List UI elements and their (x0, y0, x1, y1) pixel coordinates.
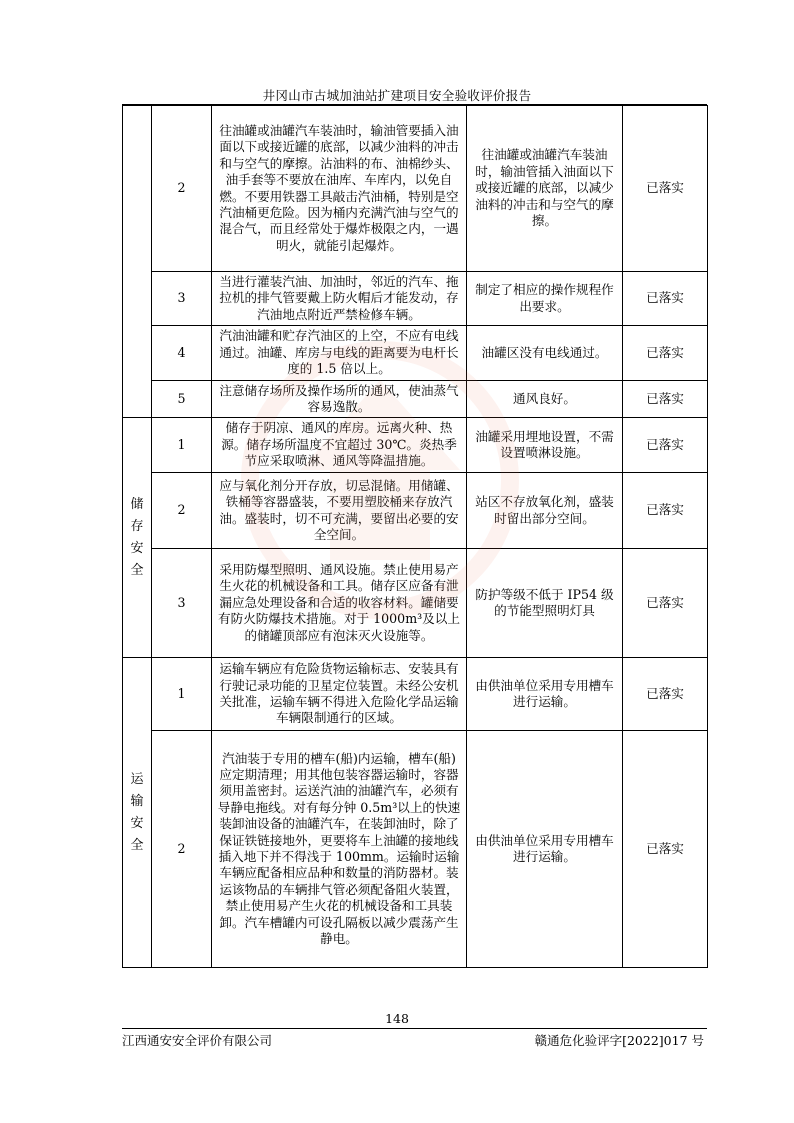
table-row (123, 418, 708, 473)
row-number: 5 (152, 381, 212, 418)
implementation-cell: 防护等级不低于 IP54 级的节能型照明灯具 (467, 549, 623, 658)
implementation-cell: 由供油单位采用专用槽车进行运输。 (467, 658, 623, 731)
status-cell: 已落实 (623, 549, 708, 658)
page-header-title: 井冈山市古城加油站扩建项目安全验收评价报告 (262, 88, 532, 103)
category-cell (123, 106, 152, 418)
implementation-cell: 通风良好。 (467, 381, 623, 418)
category-cell: 运输安全 (123, 658, 152, 968)
footer-doc-number: 赣通危化验评字[2022]017 号 (534, 1033, 704, 1048)
row-number: 2 (152, 106, 212, 272)
table-row (123, 731, 708, 968)
status-cell: 已落实 (623, 106, 708, 272)
requirement-cell: 汽油油罐和贮存汽油区的上空，不应有电线通过。油罐、库房与电线的距离要为电杆长度的 1.5 倍以上。 (212, 326, 467, 381)
footer-divider (122, 1028, 707, 1029)
requirement-cell: 应与氧化剂分开存放，切忌混储。用储罐、铁桶等容器盛装，不要用塑胶桶来存放汽油。盛装时，切不可充满，要留出必要的安全空间。 (212, 473, 467, 549)
table-row (123, 272, 708, 326)
implementation-cell: 由供油单位采用专用槽车进行运输。 (467, 731, 623, 968)
table-row (123, 473, 708, 549)
table-row (123, 326, 708, 381)
implementation-cell: 油罐采用埋地设置，不需设置喷淋设施。 (467, 418, 623, 473)
implementation-cell: 制定了相应的操作规程作出要求。 (467, 272, 623, 326)
status-cell: 已落实 (623, 381, 708, 418)
table-row (123, 381, 708, 418)
requirement-cell: 往油罐或油罐汽车装油时，输油管要插入油面以下或接近罐的底部，以减少油料的冲击和与空气的摩擦。沾油料的布、油棉纱头、油手套等不要放在油库、车库内，以免自燃。不要用铁器工具敲击汽油桶，特别是空汽油桶更危险。因为桶内充满汽油与空气的混合气，而且经常处于爆炸极限之内，一遇明火，就能引起爆炸。 (212, 106, 467, 272)
requirement-cell: 当进行灌装汽油、加油时，邻近的汽车、拖拉机的排气管要戴上防火帽后才能发动，存汽油地点附近严禁检修车辆。 (212, 272, 467, 326)
row-number: 4 (152, 326, 212, 381)
row-number: 1 (152, 658, 212, 731)
table-row (123, 658, 708, 731)
requirement-cell: 采用防爆型照明、通风设施。禁止使用易产生火花的机械设备和工具。储存区应备有泄漏应急处理设备和合适的收容材料。罐储要有防火防爆技术措施。对于 1000m³及以上的储罐顶部应有泡沫灭火设施等。 (212, 549, 467, 658)
row-number: 3 (152, 272, 212, 326)
requirement-cell: 运输车辆应有危险货物运输标志、安装具有行驶记录功能的卫星定位装置。未经公安机关批准，运输车辆不得进入危险化学品运输车辆限制通行的区域。 (212, 658, 467, 731)
footer-company: 江西通安安全评价有限公司 (122, 1033, 273, 1048)
page-number: 148 (385, 1011, 409, 1026)
status-cell: 已落实 (623, 658, 708, 731)
category-cell: 储存安全 (123, 418, 152, 658)
table-row (123, 549, 708, 658)
status-cell: 已落实 (623, 326, 708, 381)
status-cell: 已落实 (623, 272, 708, 326)
implementation-cell: 油罐区没有电线通过。 (467, 326, 623, 381)
acceptance-table (122, 105, 708, 968)
requirement-cell: 注意储存场所及操作场所的通风，使油蒸气容易逸散。 (212, 381, 467, 418)
implementation-cell: 往油罐或油罐汽车装油时，输油管插入油面以下或接近罐的底部，以减少油料的冲击和与空气的摩擦。 (467, 106, 623, 272)
status-cell: 已落实 (623, 473, 708, 549)
status-cell: 已落实 (623, 731, 708, 968)
table-row (123, 106, 708, 272)
status-cell: 已落实 (623, 418, 708, 473)
row-number: 2 (152, 731, 212, 968)
requirement-cell: 储存于阴凉、通风的库房。远离火种、热源。储存场所温度不宜超过 30℃。炎热季节应采取喷淋、通风等降温措施。 (212, 418, 467, 473)
row-number: 2 (152, 473, 212, 549)
row-number: 1 (152, 418, 212, 473)
requirement-cell: 汽油装于专用的槽车(船)内运输，槽车(船)应定期清理；用其他包装容器运输时，容器须用盖密封。运送汽油的油罐汽车，必须有导静电拖线。对有每分钟 0.5m³以上的快速装卸油设备的油罐汽车，在装卸油时，除了保证铁链接地外，更要将车上油罐的接地线插入地下并不得浅于 100mm。运输时运输车辆应配备相应品种和数量的消防器材。装运该物品的车辆排气管必须配备阻火装置，禁止使用易产生火花的机械设备和工具装卸。汽车槽罐内可设孔隔板以减少震荡产生静电。 (212, 731, 467, 968)
row-number: 3 (152, 549, 212, 658)
implementation-cell: 站区不存放氧化剂，盛装时留出部分空间。 (467, 473, 623, 549)
